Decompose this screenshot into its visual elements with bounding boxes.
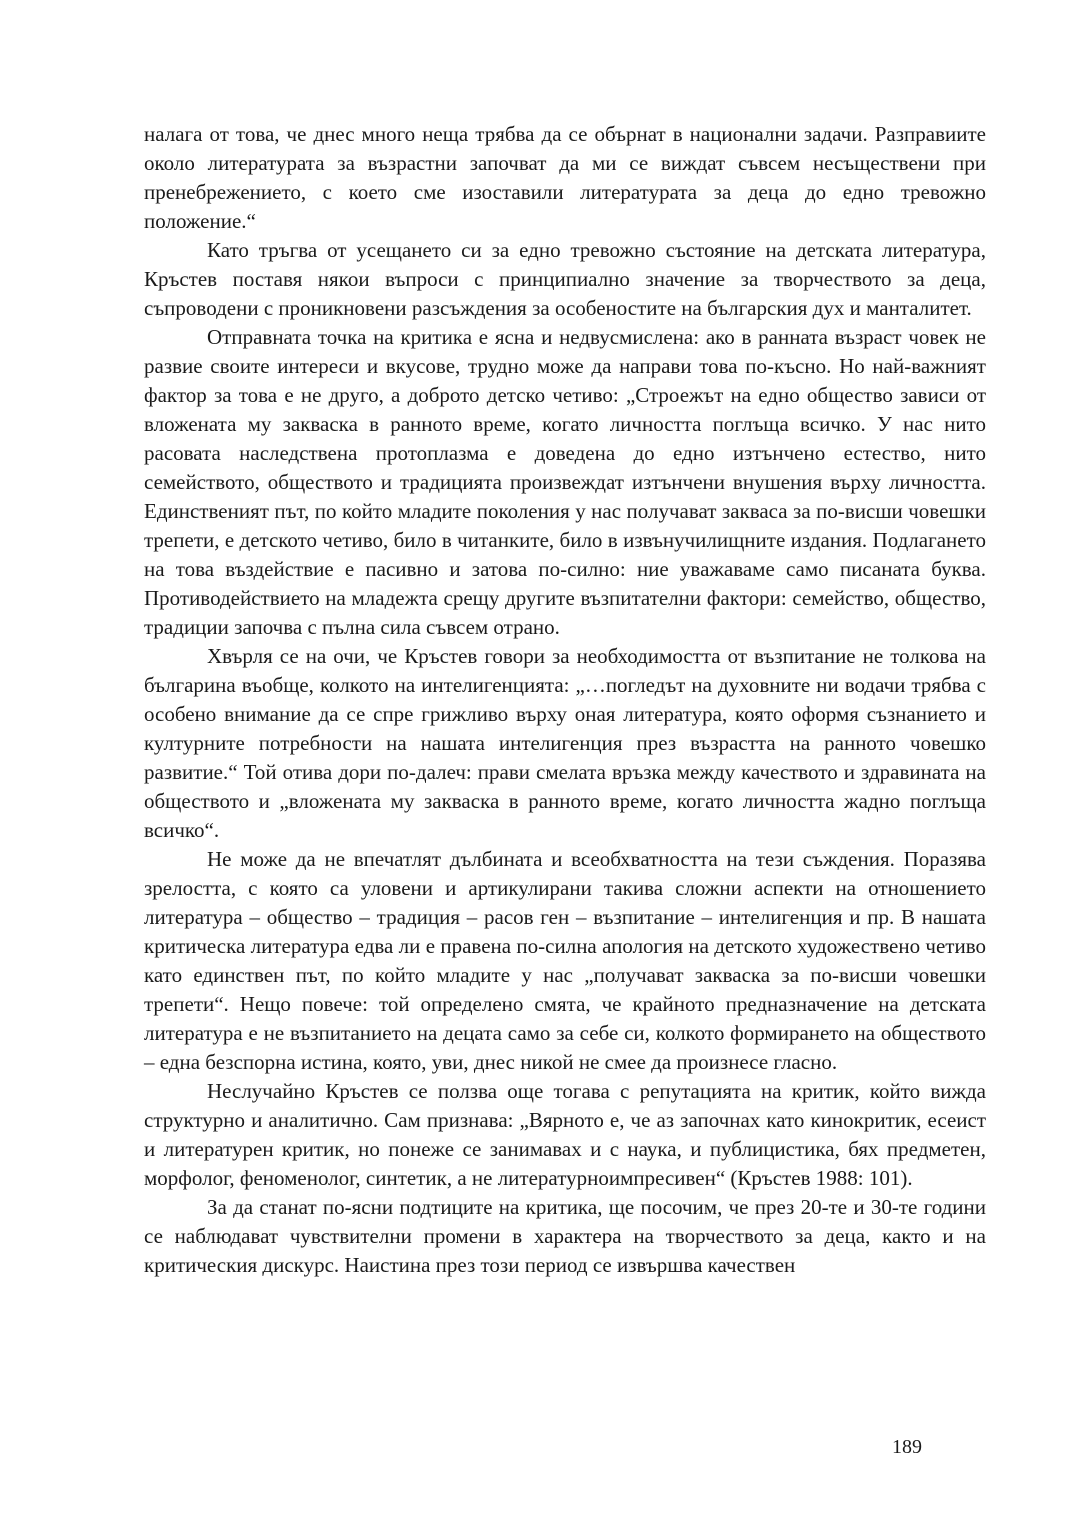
paragraph-1: налага от това, че днес много неща трябва да се обърнат в национални задачи. Разправиите около литературата за възрастни започват да ми се виждат съвсем несъществени при пренебрежението, с което сме изоставили литературата за деца до едно тревожно положение.“ (144, 122, 986, 233)
paragraph-7: За да станат по-ясни подтиците на критика, ще посочим, че през 20-те и 30-те години се наблюдават чувствителни промени в характера на творчеството за деца, както и на критическия дискурс. Наистина през този период се извършва качествен (144, 1195, 986, 1277)
paragraph-4: Хвърля се на очи, че Кръстев говори за необходимостта от възпитание не толкова на българина въобще, колкото на интелигенцията: „…погледът на духовните ни водачи трябва с особено внимание да се спре грижливо върху оная литература, която оформя съзнанието и културните потребности на нашата интелигенция през възрастта на ранното човешко развитие.“ Той отива дори по-далеч: прави смелата връзка между качеството и здравината на обществото и „вложената му закваска в ранното време, когато личността жадно поглъща всичко“. (144, 644, 986, 842)
body-text (144, 120, 986, 1280)
page-number: 189 (892, 1436, 922, 1458)
paragraph-3: Отправната точка на критика е ясна и недвусмислена: ако в ранната възраст човек не развие своите интереси и вкусове, трудно може да направи това по-късно. Но най-важният фактор за това е не друго, а доброто детско четиво: „Строежът на едно общество зависи от вложената му закваска в ранното време, когато личността поглъща всичко. У нас нито расовата наследствена протоплазма е доведена до едно изтънчено естество, нито семейството, обществото и традицията произвеждат изтънчени внушения върху личността. Единственият път, по който младите поколения у нас получават закваса за по-висши човешки трепети, е детското четиво, било в читанките, било в извънучилищните издания. Подлагането на това въздействие е пасивно и затова по-силно: ние уважаваме само писаната буква. Противодействието на младежта срещу другите възпитателни фактори: семейство, общество, традиции започва с пълна сила съвсем отрано. (144, 325, 986, 639)
paragraph-6: Неслучайно Кръстев се ползва още тогава с репутацията на критик, който вижда структурно и аналитично. Сам признава: „Вярното е, че аз започнах като кинокритик, есеист и литературен критик, но понеже се занимавах и с наука, и публицистика, бях предметен, морфолог, феноменолог, синтетик, а не литературноимпресивен“ (Кръстев 1988: 101). (144, 1079, 986, 1190)
paragraph-2: Като тръгва от усещането си за едно тревожно състояние на детската литература, Кръстев поставя някои въпроси с принципиално значение за творчеството за деца, съпроводени с проникновени разсъждения за особеностите на българския дух и манталитет. (144, 238, 986, 320)
paragraph-5: Не може да не впечатлят дълбината и всеобхватността на тези съждения. Поразява зрелостта, с която са уловени и артикулирани такива сложни аспекти на отношението литература – общество – традиция – расов ген – възпитание – интелигенция и пр. В нашата критическа литература едва ли е правена по-силна апология на детското художествено четиво като единствен път, по който младите у нас „получават закваска за по-висши човешки трепети“. Нещо повече: той определено смята, че крайното предназначение на детската литература е не възпитанието на децата само за себе си, колкото формирането на обществото – една безспорна истина, която, уви, днес никой не смее да произнесе гласно. (144, 847, 986, 1074)
